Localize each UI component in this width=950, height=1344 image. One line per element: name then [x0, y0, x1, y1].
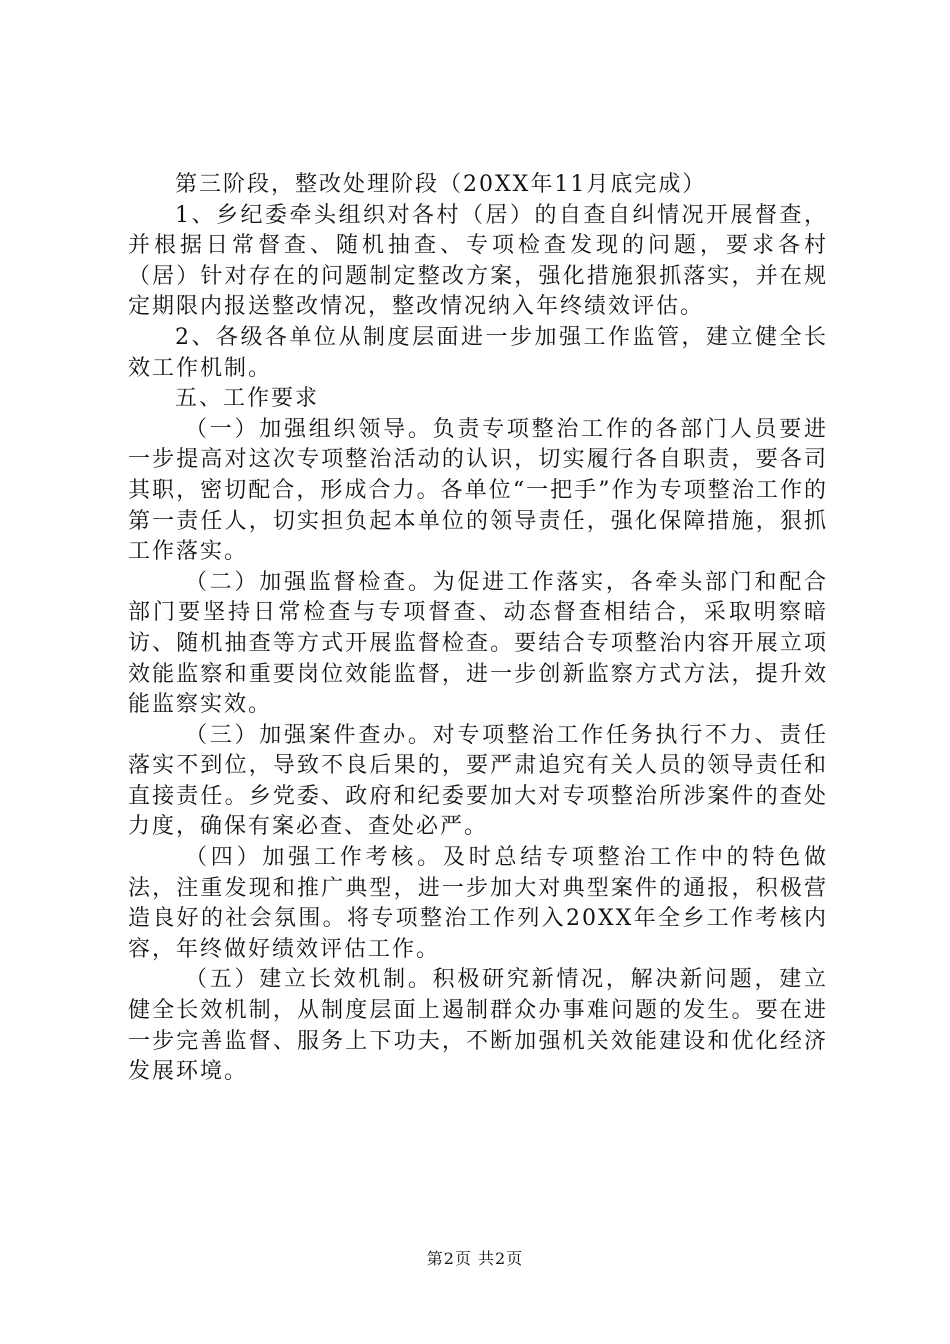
paragraph-item-1: 1、乡纪委牵头组织对各村（居）的自查自纠情况开展督查，并根据日常督查、随机抽查、专项检查发现的问题，要求各村（居）针对存在的问题制定整改方案，强化措施狠抓落实，并在规定期限内报送整改情况，整改情况纳入年终绩效评估。 [128, 202, 828, 320]
paragraph-requirement-5: （五）建立长效机制。积极研究新情况，解决新问题，建立健全长效机制，从制度层面上遏制群众办事难问题的发生。要在进一步完善监督、服务上下功夫，不断加强机关效能建设和优化经济发展环境。 [128, 967, 828, 1085]
paragraph-item-2: 2、各级各单位从制度层面进一步加强工作监管，建立健全长效工作机制。 [128, 324, 828, 381]
document-body [128, 170, 828, 1088]
section-heading-work-requirements: 五、工作要求 [175, 386, 320, 412]
paragraph-requirement-4: （四）加强工作考核。及时总结专项整治工作中的特色做法，注重发现和推广典型，进一步加大对典型案件的通报，积极营造良好的社会氛围。将专项整治工作列入20XX年全乡工作考核内容，年终做好绩效评估工作。 [128, 845, 828, 962]
paragraph-requirement-1: （一）加强组织领导。负责专项整治工作的各部门人员要进一步提高对这次专项整治活动的认识，切实履行各自职责，要各司其职，密切配合，形成合力。各单位“一把手”作为专项整治工作的第一责任人，切实担负起本单位的领导责任，强化保障措施，狠抓工作落实。 [128, 416, 828, 565]
paragraph-requirement-3: （三）加强案件查办。对专项整治工作任务执行不力、责任落实不到位，导致不良后果的，要严肃追究有关人员的领导责任和直接责任。乡党委、政府和纪委要加大对专项整治所涉案件的查处力度，确保有案必查、查处必严。 [128, 722, 828, 840]
paragraph-requirement-2: （二）加强监督检查。为促进工作落实，各牵头部门和配合部门要坚持日常检查与专项督查、动态督查相结合，采取明察暗访、随机抽查等方式开展监督检查。要结合专项整治内容开展立项效能监察和重要岗位效能监督，进一步创新监察方式方法，提升效能监察实效。 [128, 569, 828, 718]
page-number: 第2页 共2页 [426, 1249, 524, 1268]
paragraph-stage-three: 第三阶段，整改处理阶段（20XX年11月底完成） [175, 172, 707, 197]
